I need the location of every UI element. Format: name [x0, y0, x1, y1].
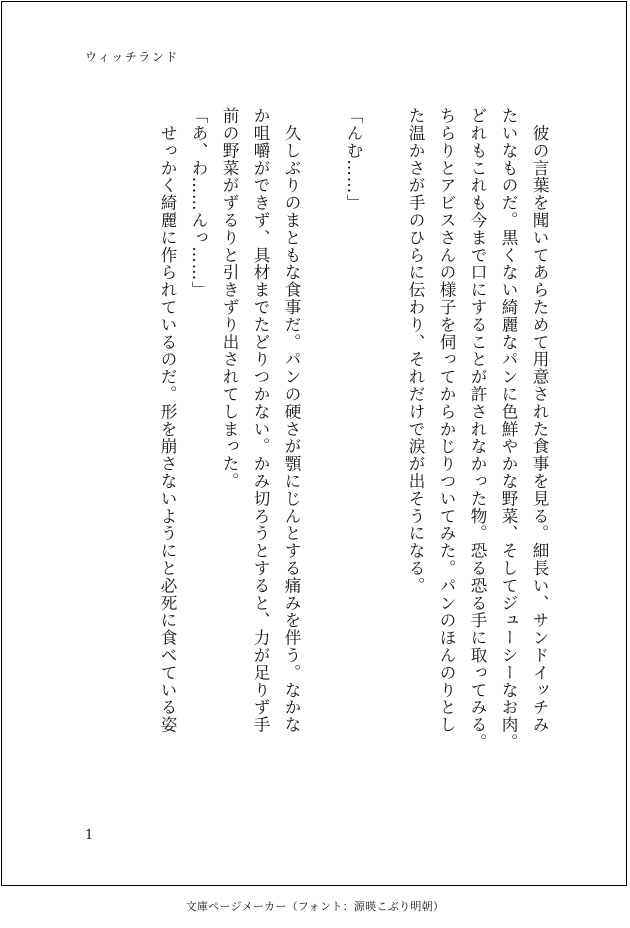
running-header: ウィッチランド [85, 50, 179, 64]
text-line-9: せっかく綺麗に作られているのだ。形を崩さないようにと必死に食べている姿 [158, 107, 177, 734]
page-number: 1 [85, 828, 94, 843]
blank-line [307, 107, 338, 138]
text-line-2: たいなものだ。黒くない綺麗なパンに色鮮やかな野菜、そしてジューシーなお肉。 [499, 107, 518, 751]
text-line-5: た温かさが手のひらに伝わり、それだけで涙が出そうになる。 [406, 107, 425, 595]
text-line-8: 前の野菜がずるりと引きずり出されてしまった。 [220, 107, 239, 490]
page-frame [1, 1, 627, 886]
text-line-7: か咀嚼ができず、具材までたどりつかない。かみ切ろうとすると、力が足りず手 [251, 107, 270, 734]
text-line-1: 彼の言葉を聞いてあらためて用意された食事を見る。細長い、サンドイッチみ [530, 107, 549, 734]
dialogue-line-2: 「あ、わ……んっ……」 [189, 107, 208, 299]
text-line-6: 久しぶりのまともな食事だ。パンの硬さが顎にじんとする痛みを伴う。なかな [282, 107, 301, 734]
text-line-4: ちらりとアビスさんの様子を伺ってからかじりついてみた。パンのほんのりとし [437, 107, 456, 734]
dialogue-line-1: 「んむ……」 [344, 107, 363, 212]
vertical-body-text [85, 107, 555, 807]
text-line-3: どれもこれも今まで口にすることが許されなかった物。恐る恐る手に取ってみる。 [468, 107, 487, 751]
blank-line [369, 107, 400, 138]
footer-credit: 文庫ページメーカー（フォント：源暎こぶり明朝） [185, 900, 445, 913]
